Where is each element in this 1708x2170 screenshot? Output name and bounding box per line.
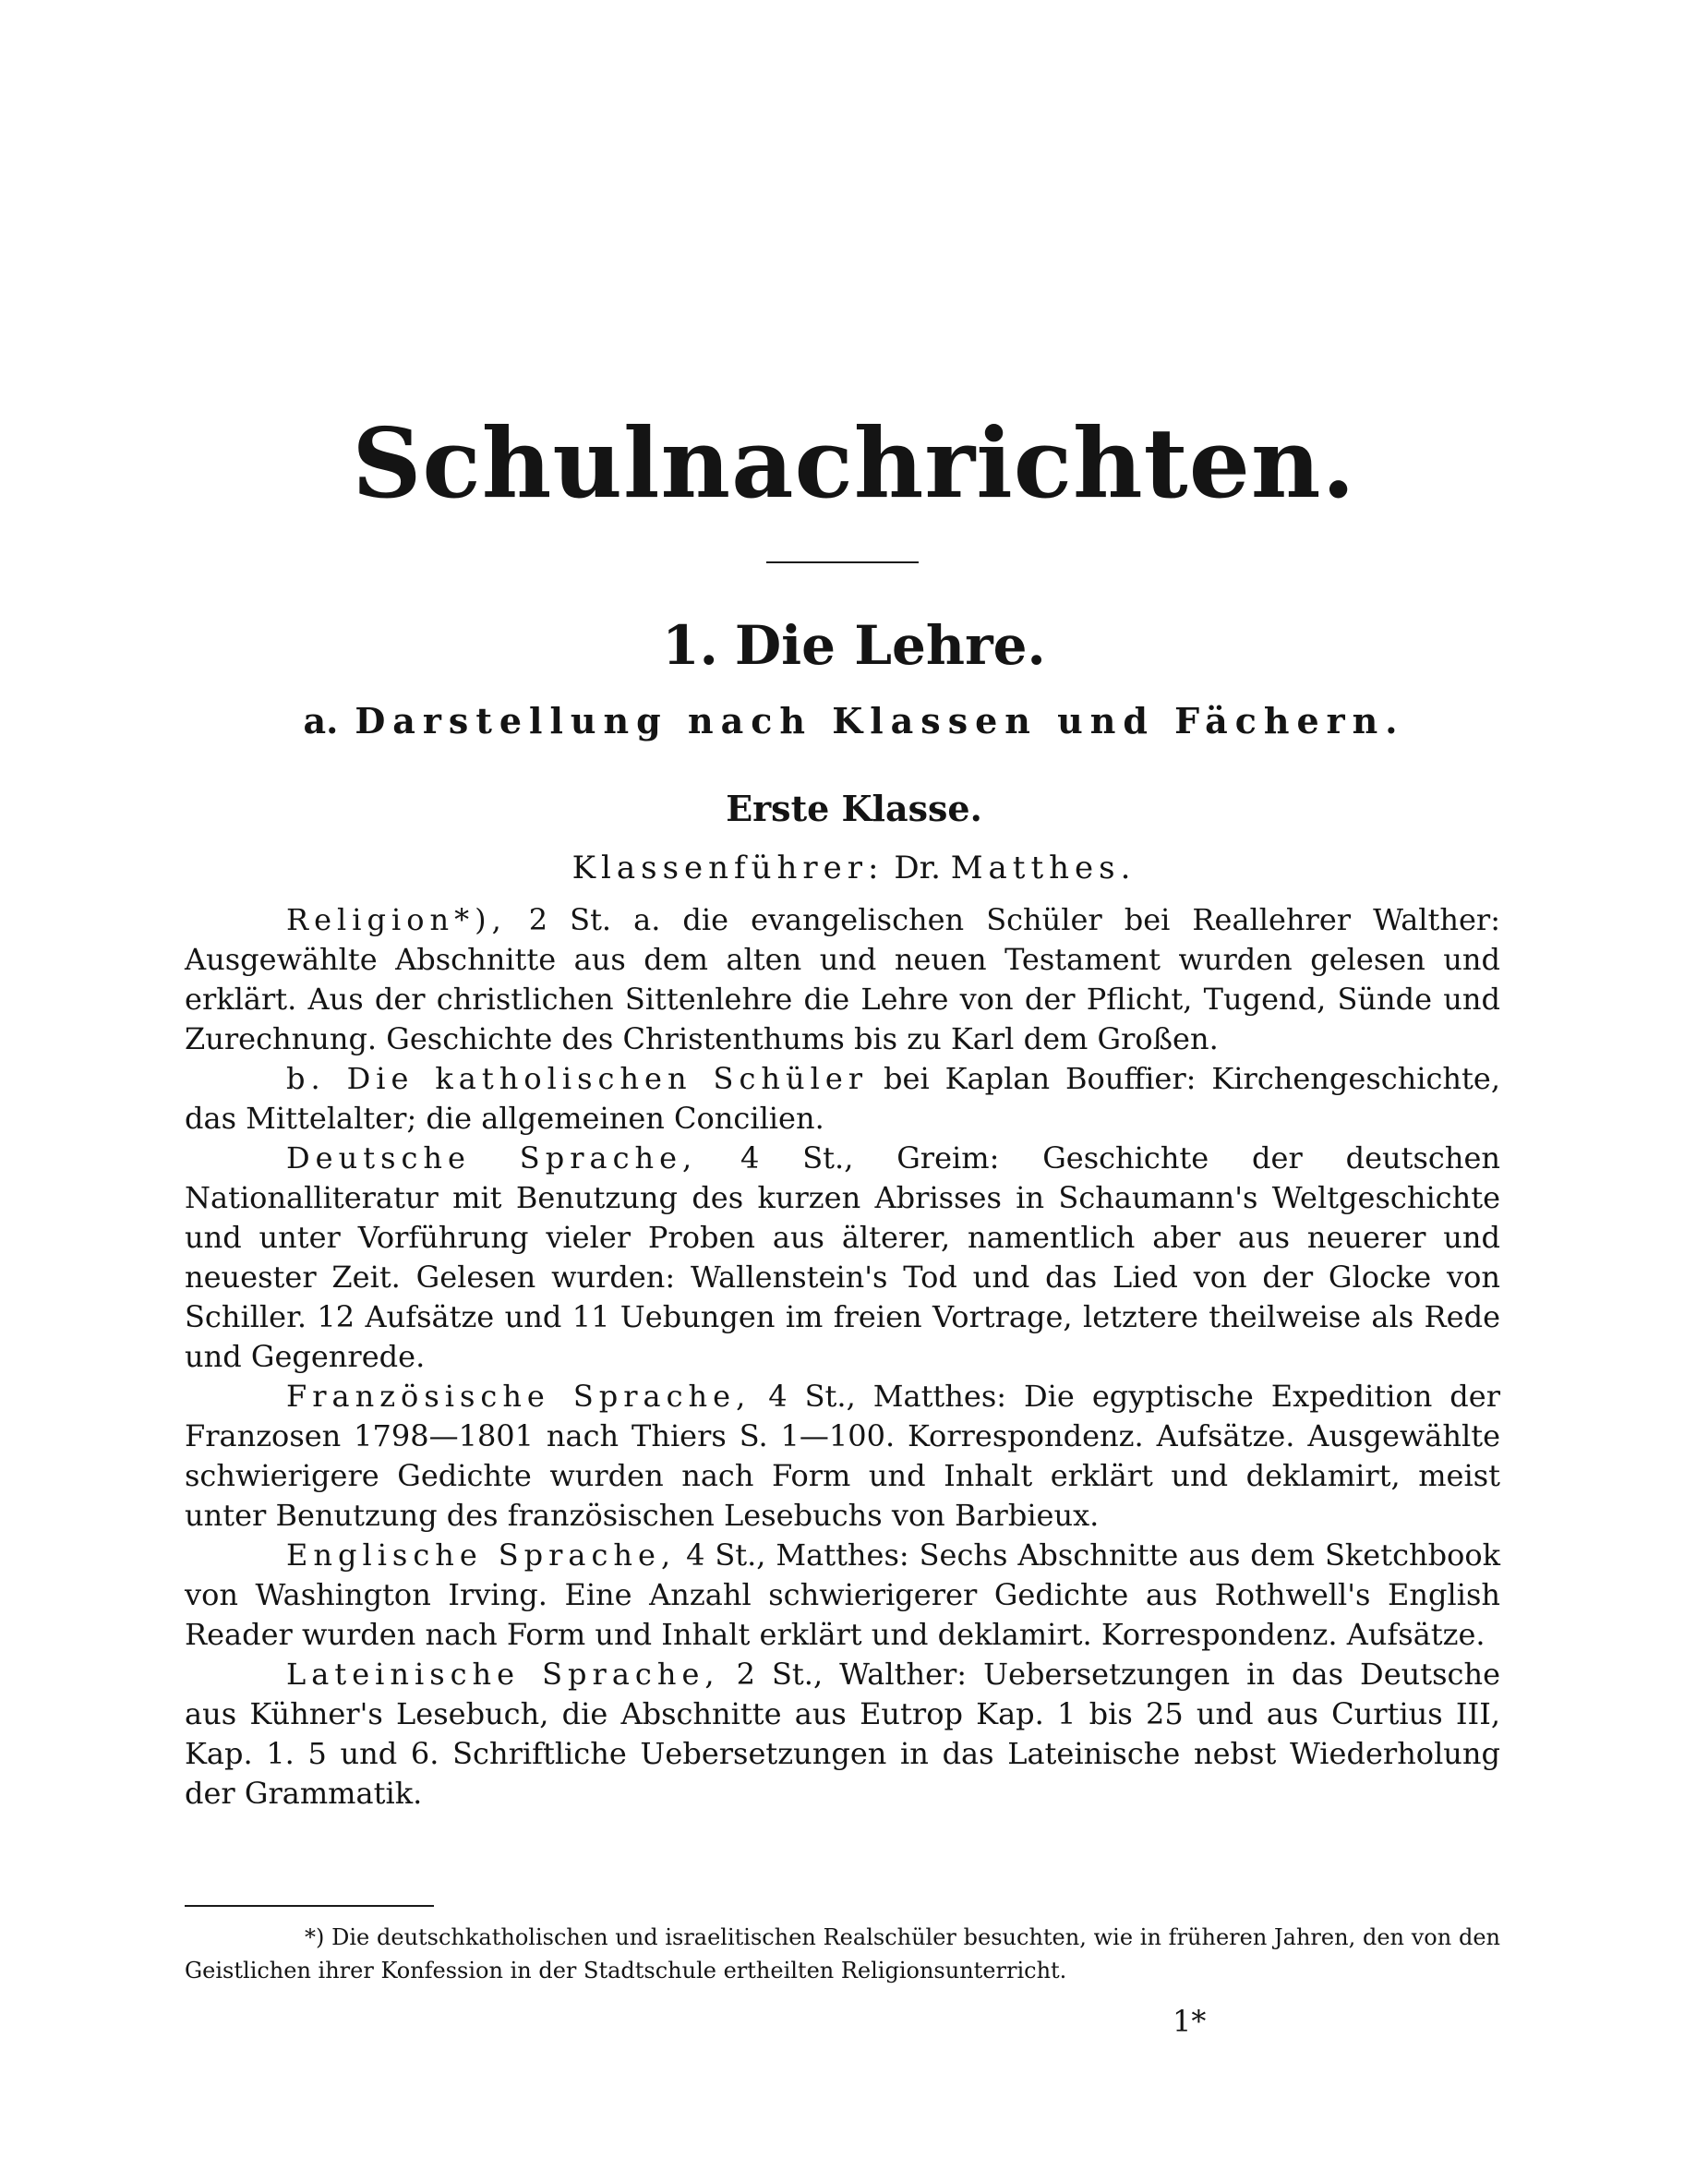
subsection-letter: a.	[303, 700, 339, 741]
subsection-heading	[0, 700, 1708, 741]
class-leader-label: Klassenführer:	[571, 850, 884, 886]
page-title: Schulnachrichten.	[352, 406, 1356, 520]
paragraph-german	[185, 1139, 1500, 1377]
paragraph-text: bei Kaplan Bouffier: Kirchengeschichte, das Mittelalter; die allgemeinen Concilien.	[185, 1061, 1501, 1136]
footnote-text: *) Die deutschkatholischen und israelitischen Realschüler besuchten, wie in früheren Jahren, den von den Geistlichen ihrer Konfession in der Stadtschule ertheilten Religionsunterricht.	[185, 1924, 1500, 1983]
paragraph-text: 4 St., Greim: Geschichte der deutschen Nationalliteratur mit Benutzung des kurzen Abrisses in Schaumann's Weltgeschichte und unter Vorführung vieler Proben aus älterer, namentlich aber aus neuerer und neuester Zeit. Gelesen wurden: Wallenstein's Tod und das Lied von der Glocke von Schiller. 12 Aufsätze und 11 Uebungen im freien Vortrage, letztere theilweise als Rede und Gegenrede.	[185, 1140, 1501, 1374]
section-heading	[0, 614, 1708, 677]
subject-label: b. Die katholischen Schüler	[286, 1061, 869, 1096]
section-title: Die Lehre.	[734, 614, 1046, 677]
class-heading: Erste Klasse.	[726, 788, 982, 829]
paragraph-text: 2 St. a. die evangelischen Schüler bei Reallehrer Walther: Ausgewählte Abschnitte aus dem alten und neuen Testament wurden gelesen und erklärt. Aus der christlichen Sittenlehre die Lehre von der Pflicht, Tugend, Sünde und Zurechnung. Geschichte des Christenthums bis zu Karl dem Großen.	[185, 902, 1500, 1056]
paragraph-latin	[185, 1655, 1500, 1814]
paragraph-text: 2 St., Walther: Uebersetzungen in das Deutsche aus Kühner's Lesebuch, die Abschnitte aus Eutrop Kap. 1 bis 25 und aus Curtius III, Kap. 1. 5 und 6. Schriftliche Uebersetzungen in das Lateinische nebst Wiederholung der Grammatik.	[185, 1657, 1501, 1811]
paragraph-catholic	[185, 1059, 1500, 1139]
class-leader-line	[0, 850, 1708, 886]
footnote	[185, 1921, 1500, 1987]
section-number: 1.	[662, 614, 718, 677]
signature-mark: 1*	[1173, 2004, 1207, 2039]
paragraph-english	[185, 1536, 1500, 1655]
footnote-divider	[185, 1905, 434, 1907]
body-text	[185, 900, 1500, 1814]
subject-label: Französische Sprache,	[286, 1379, 752, 1414]
subject-label: Englische Sprache,	[286, 1537, 677, 1573]
title-divider	[766, 561, 919, 563]
subject-label: Religion*),	[286, 902, 507, 937]
paragraph-text: 4 St., Matthes: Sechs Abschnitte aus dem Sketchbook von Washington Irving. Eine Anzahl schwierigerer Gedichte aus Rothwell's English Reader wurden nach Form und Inhalt erklärt und deklamirt. Korrespondenz. Aufsätze.	[185, 1537, 1501, 1652]
class-leader-name: Matthes.	[950, 850, 1137, 886]
subject-label: Lateinische Sprache,	[286, 1657, 720, 1692]
paragraph-french	[185, 1377, 1500, 1536]
subsection-title: Darstellung nach Klassen und Fächern.	[355, 700, 1405, 741]
class-leader-prefix: Dr.	[894, 850, 941, 886]
paragraph-text: 4 St., Matthes: Die egyptische Expedition der Franzosen 1798—1801 nach Thiers S. 1—100. Korrespondenz. Aufsätze. Ausgewählte schwierigere Gedichte wurden nach Form und Inhalt erklärt und deklamirt, meist unter Benutzung des französischen Lesebuchs von Barbieux.	[185, 1379, 1501, 1533]
paragraph-religion	[185, 900, 1500, 1059]
subject-label: Deutsche Sprache,	[286, 1140, 698, 1175]
